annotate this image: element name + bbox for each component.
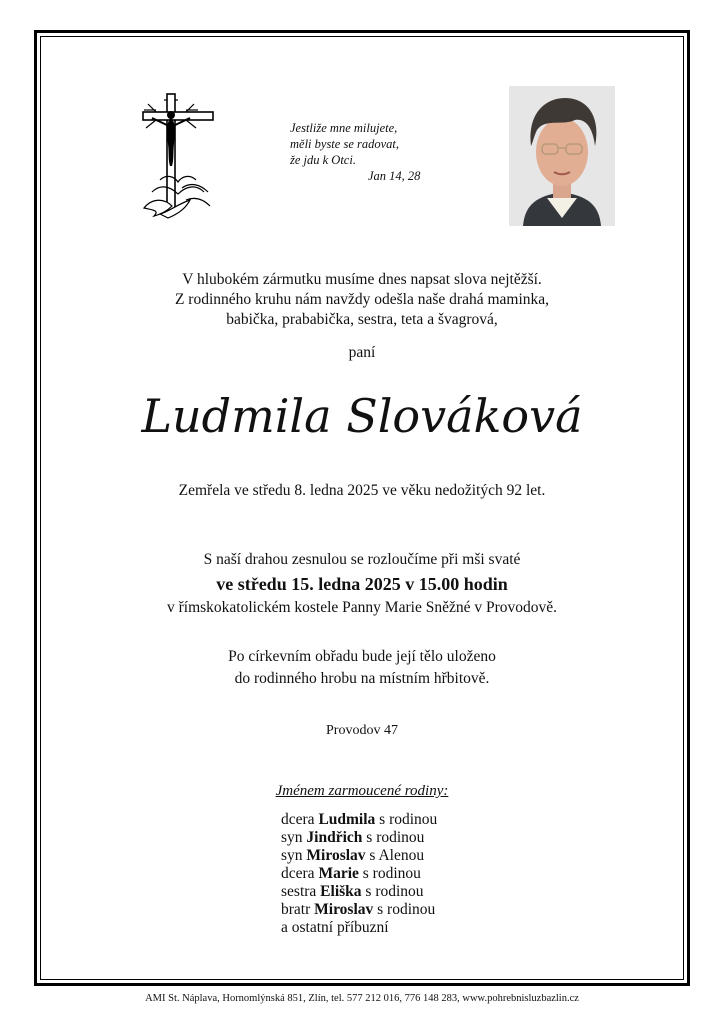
intro-line: babička, prababička, sestra, teta a švagrová, [226,311,498,328]
quote-line: že jdu k Otci. [290,153,356,167]
quote-line: měli byste se radovat, [290,137,400,151]
scripture-quote [290,120,450,184]
family-closing: a ostatní příbuzní [281,919,389,936]
family-member: syn Miroslav s Alenou [281,847,425,864]
family-member: syn Jindřich s rodinou [281,829,425,846]
family-list [281,811,437,937]
intro-text [50,270,674,330]
salutation: paní [348,344,376,361]
ceremony-date-time: ve středu 15. ledna 2025 v 15.00 hodin [216,574,508,594]
family-address: Provodov 47 [326,723,398,738]
burial-line: Po církevním obřadu bude její tělo uloženo [228,648,496,665]
family-member: dcera Marie s rodinou [281,865,421,882]
burial-line: do rodinného hrobu na místním hřbitově. [234,670,490,687]
death-notice: Zemřela ve středu 8. ledna 2025 ve věku nedožitých 92 let. [178,482,546,499]
funeral-service-footer: AMI St. Náplava, Hornomlýnská 851, Zlín, tel. 577 212 016, 776 148 283, www.pohrebnisluzbazlin.cz [145,993,579,1004]
family-heading: Jménem zarmoucené rodiny: [275,783,449,799]
deceased-name: Ludmila Slováková [141,389,583,443]
crucifix-dove-icon [138,88,218,222]
farewell-details [50,550,674,618]
family-member: sestra Eliška s rodinou [281,883,424,900]
portrait-photo [509,86,615,226]
burial-details [50,646,674,690]
intro-line: V hlubokém zármutku musíme dnes napsat slova nejtěžší. [182,271,542,288]
quote-reference: Jan 14, 28 [368,169,421,183]
farewell-intro: S naší drahou zesnulou se rozloučíme při mši svaté [203,551,521,568]
quote-line: Jestliže mne milujete, [290,121,398,135]
intro-line: Z rodinného kruhu nám navždy odešla naše drahá maminka, [174,291,550,308]
family-member: dcera Ludmila s rodinou [281,811,438,828]
family-member: bratr Miroslav s rodinou [281,901,436,918]
ceremony-place: v římskokatolickém kostele Panny Marie Sněžné v Provodově. [166,599,557,616]
